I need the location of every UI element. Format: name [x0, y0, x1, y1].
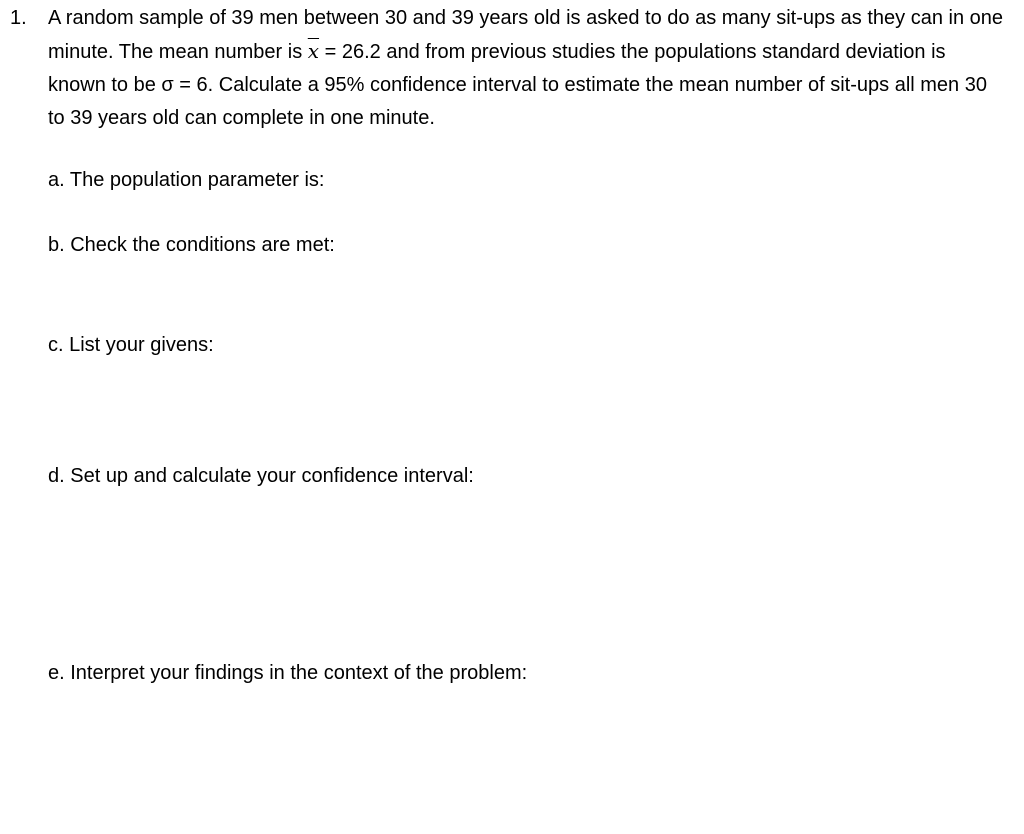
part-c-prompt: c. List your givens: — [48, 334, 214, 356]
part-e-prompt: e. Interpret your findings in the context of the problem: — [48, 662, 528, 684]
question-text — [48, 2, 1008, 135]
part-a-prompt: a. The population parameter is: — [48, 169, 325, 191]
part-b-prompt: b. Check the conditions are met: — [48, 234, 335, 256]
question-text-part-1: A random sample of 39 men between 30 and 39 years old is asked to do as many sit-ups as they can in one minute. The mean number is — [48, 7, 1004, 63]
part-d-prompt: d. Set up and calculate your confidence interval: — [48, 465, 474, 487]
question-number: 1. — [10, 7, 27, 29]
question-text-part-2: = 26.2 and from previous studies the populations standard deviation is known to be σ = 6. Calculate a 95% confidence interval to estimate the mean number of sit-ups all men 30 to 39 years old can complete in one minute. — [48, 41, 987, 129]
sample-mean-symbol: $\overline{x}$ — [307, 39, 320, 63]
